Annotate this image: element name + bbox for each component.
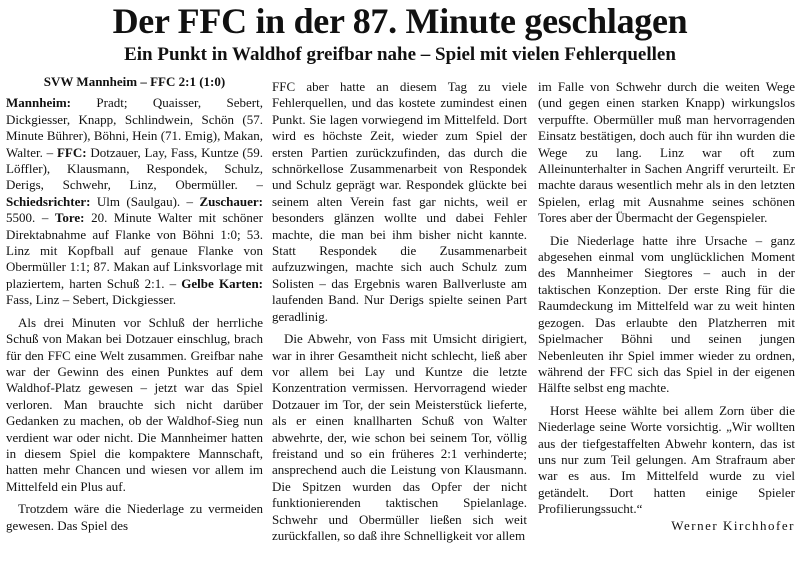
goals-text: 20. Minute Walter mit schöner Direktabnahme auf Flanke von Böhni 1:0; 53. Linz mit Kopfball auf genaue Flanke von Obermüller 1:1; 87. Makan auf Linksvorlage mit plaziertem, harten Schuß 2:1. – — [6, 210, 263, 291]
column-3 — [538, 79, 795, 567]
yellow-cards-text: Fass, Linz – Sebert, Dickgiesser. — [6, 292, 177, 308]
paragraph-4: Die Niederlage hatte ihre Ursache – ganz abgesehen einmal vom unglücklichen Moment des Mannheimer Siegtores – auch in der taktischen Konzeption. Der erste Ring für die Raumdeckung im Mittelfeld war zu weit hinten gezogen. Das erlaubte den Platzherren mit Spielmacher Böhni und seinen jungen Nebenleuten ihr Spiel immer wieder zu ordnen, während der FFC sich das Spiel in der eigenen Hälfte selbst eng machte. — [538, 232, 795, 396]
paragraph-2-start: Trotzdem wäre die Niederlage zu vermeiden gewesen. Das Spiel des — [6, 501, 263, 533]
paragraph-3-continued: im Falle von Schwehr durch die weiten Wege (und gegen einen starken Knapp) wirkungslos verpuffte. Obermüller muß man hervorragenden Einsatz bestätigen, doch auch für ihn wurden die Wege zu lang. Linz war oft zum Alleinunterhalter in Sachen Angriff verurteilt. Er machte daraus wesentlich mehr als in den letzten Spielen, erlag mit Ausnahme seines schönen Tores aber der Übermacht der Gegenspieler. — [538, 79, 795, 226]
paragraph-5: Horst Heese wählte bei allem Zorn über die Niederlage seine Worte vorsichtig. „Wir wollten aus der tiefgestaffelten Abwehr kontern, das ist uns nur zum Teil gelungen. Am Strafraum aber war es aus. Im Mittelfeld wurde zu viel getändelt. Dort hatten einige Spieler Profilierungssucht.“ — [538, 402, 795, 517]
referee-text: Ulm (Saulgau). – — [90, 193, 200, 209]
goals-label: Tore: — [54, 210, 85, 226]
lineup-mannheim-label: Mannheim: — [6, 95, 71, 111]
lineup-ffc-text: Dotzauer, Lay, Fass, Kuntze (59. Löffler), Klausmann, Respondek, Schulz, Derigs, Schwehr, Linz, Obermüller. – — [6, 144, 263, 193]
paragraph-3-start: Die Abwehr, von Fass mit Umsicht dirigiert, war in ihrer Gesamtheit nicht schlecht, ließ aber vor allem bei Lay und Kuntze die letzte Konzentration vermissen. Hervorragend wieder Dotzauer im Tor, der sein Meisterstück lieferte, als er einen knallharten Schuß von Walter abwehrte, der, wie schon bei seinem Tor, völlig freistand und so ein früheres 2:1 verhinderte; ansprechend auch die Leistung von Klausmann. Die Spitzen wurden das Opfer der nicht funktionierenden taktischen Spielanlage. Schwehr und Obermüller ließen sich weit zurückfallen, so daß ihre Schnelligkeit vor allem — [272, 331, 527, 543]
match-result: SVW Mannheim – FFC 2:1 (1:0) — [43, 74, 226, 89]
referee-label: Schiedsrichter: — [6, 193, 91, 209]
lineup-mannheim-text: Pradt; Quaisser, Sebert, Dickgiesser, Knapp, Schlindwein, Schön (57. Minute Bührer), Böhni, Hein (71. Emig), Makan, Walter. – — [6, 95, 263, 160]
column-2 — [272, 79, 527, 567]
subheadline: Ein Punkt in Waldhof greifbar nahe – Spiel mit vielen Fehlerquellen — [124, 44, 676, 65]
lineup-block — [6, 95, 263, 308]
spectators-label: Zuschauer: — [199, 193, 263, 209]
headline: Der FFC in der 87. Minute geschlagen — [112, 1, 688, 41]
lineup-ffc-label: FFC: — [56, 144, 87, 160]
spectators-text: 5500. – — [6, 210, 55, 226]
paragraph-1: Als drei Minuten vor Schluß der herrliche Schuß von Makan bei Dotzauer einschlug, brach für den FFC eine Welt zusammen. Greifbar nahe war der Gewinn des einen Punktes auf dem Waldhof-Platz gewesen – jetzt war das Spiel verloren. Man brauchte sich nicht darüber Gedanken zu machen, ob der Waldhof-Sieg nun verdient war oder nicht. Die Mannheimer hatten in diesem Spiel die kompaktere Mannschaft, hatten mehr Chancen und wiesen vor allem im Mittelfeld ein Plus auf. — [6, 314, 263, 494]
yellow-cards-label: Gelbe Karten: — [181, 275, 263, 291]
paragraph-2-continued: FFC aber hatte an diesem Tag zu viele Fehlerquellen, und das kostete zumindest einen Punkt. Sie lagen vorwiegend im Mittelfeld. Dort wird es höchste Zeit, wieder zum Spiel der ersten Partien zurückzufinden, das durch die schnörkellose Zusammenarbeit von Respondek und Schulz geprägt war. Respondek glückte bei seinem alten Verein fast gar nichts, weil er besonders glänzen wollte und dabei Fehler machte, die man bei ihm bisher nicht kannte. Statt Respondek die Zusammenarbeit aufzuzwingen, machte sich auch Schulz zum Solisten – das Ergebnis waren Ballverluste am laufenden Band. Nur Derigs spielte seinen Part geradlinig. — [272, 79, 527, 324]
author-byline: Werner Kirchhofer — [671, 517, 795, 533]
column-1 — [6, 74, 263, 567]
